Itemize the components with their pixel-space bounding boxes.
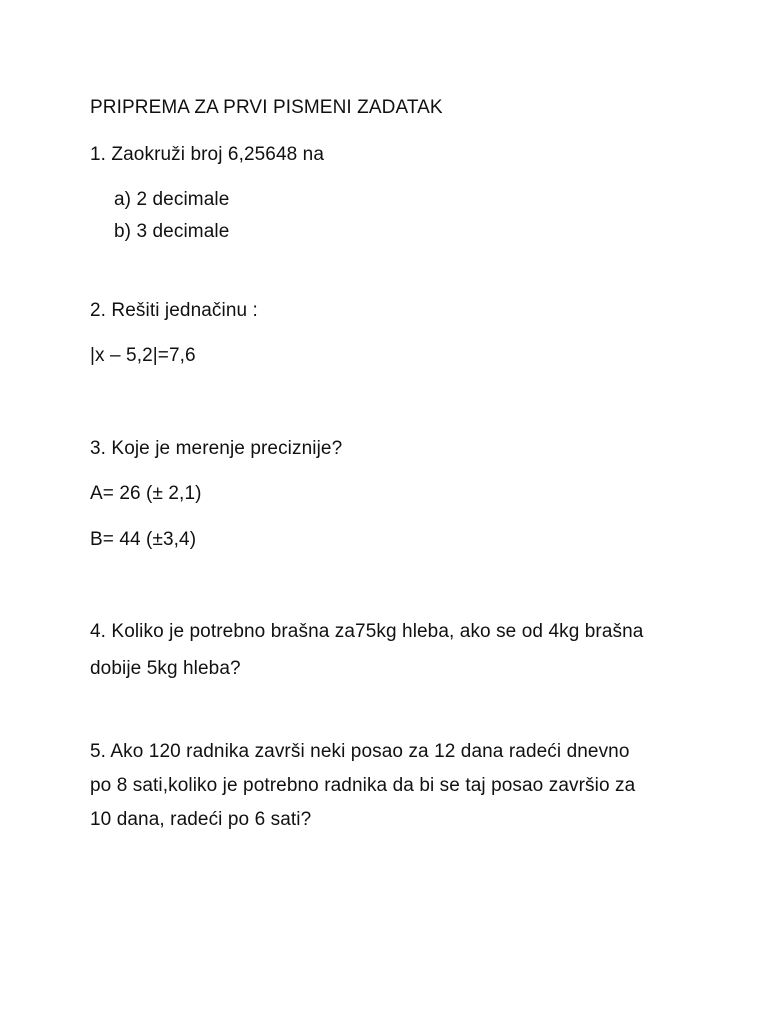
question-1-option-a: a) 2 decimale: [114, 189, 230, 210]
question-4-line-2: dobije 5kg hleba?: [90, 658, 241, 679]
question-5-line-1: 5. Ako 120 radnika završi neki posao za 12 dana radeći dnevno: [90, 741, 630, 762]
question-4-line-1: 4. Koliko je potrebno brašna za75kg hleba, ako se od 4kg brašna: [90, 621, 644, 642]
question-5-line-3: 10 dana, radeći po 6 sati?: [90, 809, 312, 830]
question-3-measurement-b: B= 44 (±3,4): [90, 529, 197, 550]
question-3-text: 3. Koje je merenje preciznije?: [90, 438, 343, 459]
question-2-text: 2. Rešiti jednačinu :: [90, 300, 258, 321]
document-title: PRIPREMA ZA PRVI PISMENI ZADATAK: [90, 97, 443, 118]
question-5-line-2: po 8 sati,koliko je potrebno radnika da bi se taj posao završio za: [90, 775, 636, 796]
question-1-option-b: b) 3 decimale: [114, 221, 230, 242]
question-2-equation: |x – 5,2|=7,6: [90, 345, 196, 366]
question-3-measurement-a: A= 26 (± 2,1): [90, 483, 202, 504]
question-1-text: 1. Zaokruži broj 6,25648 na: [90, 144, 325, 165]
